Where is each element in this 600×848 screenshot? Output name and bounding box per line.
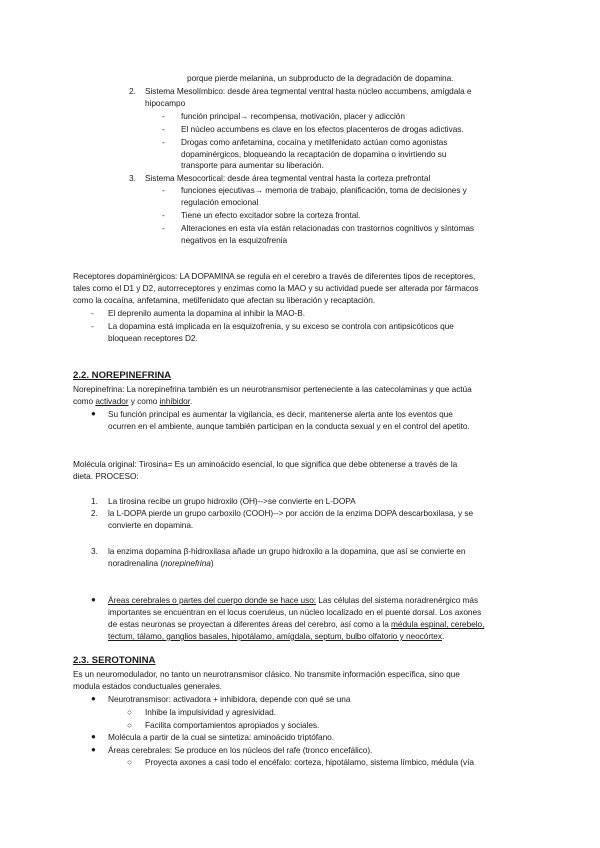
item3-bullet3-line1: Alteraciones en esta vía están relacionadas con trastornos cognitivos y síntomas xyxy=(181,223,475,233)
item2-line2: hipocampo xyxy=(145,98,186,108)
item2-bullet3-line1: Drogas como anfetamina, cocaína y metilfenidato actúan como agonistas xyxy=(181,137,448,147)
serotonina-heading: 2.3. SEROTONINA xyxy=(73,655,156,666)
norepinefrina-bullet-line2: ocurren en el ambiente, aunque también participan en la conducta sexual y en el control del apetito. xyxy=(108,421,470,431)
item2-line1: Sistema Mesolímbico: desde área tegmental ventral hasta núcleo accumbens, amígdala e xyxy=(145,86,472,96)
inhibidor-term: inhibidor xyxy=(159,396,190,406)
step3-line2: noradrenalina (norepinefrina) xyxy=(108,558,214,568)
item3-bullet1-line1: funciones ejecutivas→ memoria de trabajo, planificación, toma de decisiones y xyxy=(181,185,467,195)
receptors-bullet1: El deprenilo aumenta la dopamina al inhibir la MAO-B. xyxy=(108,308,306,318)
item3-line1: Sistema Mesocortical: desde área tegmental ventral hasta la corteza prefrontal xyxy=(145,173,431,183)
dash-marker: - xyxy=(162,111,165,121)
areas-line3: de estas neuronas se proyectan a diferentes áreas del cerebro, así como a la médula espinal, cerebelo, xyxy=(108,619,485,629)
item3-bullet2: Tiene un efecto excitador sobre la corteza frontal. xyxy=(181,210,361,220)
dash-marker: - xyxy=(162,210,165,220)
norepinefrina-intro-line1: Norepinefrina: La norepinefrina también es un neurotransmisor perteneciente a las catecolaminas y que actúa xyxy=(73,384,472,394)
bullet-dot: ● xyxy=(91,595,96,604)
areas-line1: Áreas cerebrales o partes del cuerpo donde se hace uso: Las células del sistema noradrenérgico más xyxy=(108,595,479,605)
item2-bullet3-line3: transporte para aumentar su liberación. xyxy=(181,160,324,170)
step2-line1: la L-DOPA pierde un grupo carboxilo (COOH)--> por acción de la enzima DOPA descarboxilasa, y se xyxy=(108,508,474,518)
serotonina-bullet1: Neurotransmisor: activadora + inhibidora, depende con qué se una xyxy=(108,694,351,704)
bullet-dot: ● xyxy=(91,694,96,703)
item1-tail: porque pierde melanina, un subproducto de la degradación de dopamina. xyxy=(187,73,454,83)
serotonina-sub2: Facilita comportamientos apropiados y sociales. xyxy=(145,720,320,730)
serotonina-intro-line2: modula estados conductuales generales. xyxy=(73,681,222,691)
norepinefrina-intro-line2: como activador y como inhibidor. xyxy=(73,396,193,406)
areas-line2: importantes se encuentran en el locus coeruleus, un núcleo localizado en el puente dorsal. Los axones xyxy=(108,607,482,617)
bullet-dot: ● xyxy=(91,732,96,741)
serotonina-bullet3: Áreas cerebrales: Se produce en los núcleos del rafe (tronco encefálico). xyxy=(108,745,373,755)
step1-text: La tirosina recibe un grupo hidroxilo (OH)-->se convierte en L-DOPA xyxy=(108,496,356,506)
serotonina-sub1: Inhibe la impulsividad y agresividad. xyxy=(145,707,276,717)
receptors-line1: Receptores dopaminérgicos: LA DOPAMINA se regula en el cerebro a través de diferentes tipos de receptores, xyxy=(73,271,476,281)
serotonina-bullet2: Molécula a partir de la cual se sintetiza: aminoácido triptófano. xyxy=(108,732,334,742)
areas-line4: tectum, tálamo, ganglios basales, hipotálamo, amígdala, septum, bulbo olfatorio y neocórtex. xyxy=(108,631,445,641)
norepinefrina-heading: 2.2. NOREPINEFRINA xyxy=(73,370,172,381)
activador-term: activador xyxy=(95,396,129,406)
receptors-line2: tales como el D1 y D2, autorreceptores y enzimas como la MAO y su actividad puede ser alterada por fármacos xyxy=(73,283,479,293)
bullet-dot: ● xyxy=(91,745,96,754)
item3-bullet1-line2: regulación emocional xyxy=(181,197,259,207)
dash-marker: - xyxy=(91,308,94,318)
molecula-line1: Molécula original: Tirosina= Es un aminoácido esencial, lo que significa que debe obtenerse a través de la xyxy=(73,459,458,469)
molecula-line2: dieta. PROCESO: xyxy=(73,471,139,481)
item3-number: 3. xyxy=(129,173,136,183)
step3-number: 3. xyxy=(91,546,98,556)
bullet-circle: ○ xyxy=(127,707,133,717)
item2-number: 2. xyxy=(129,86,136,96)
serotonina-intro-line1: Es un neuromodulador, no tanto un neurotransmisor clásico. No transmite información específica, sino que xyxy=(73,669,460,679)
areas-label: Áreas cerebrales o partes del cuerpo donde se hace uso: xyxy=(108,595,317,605)
item2-bullet3-line2: dopaminérgicos, bloqueando la recaptación de dopamina o invirtiendo su xyxy=(181,149,447,159)
step1-number: 1. xyxy=(91,496,98,506)
bullet-dot: ● xyxy=(91,409,96,418)
norepinefrina-bullet-line1: Su función principal es aumentar la vigilancia, es decir, mantenerse alerta ante los eventos que xyxy=(108,409,453,419)
bullet-circle: ○ xyxy=(127,720,133,730)
item3-bullet3-line2: negativos en la esquizofrenia xyxy=(181,235,288,245)
dash-marker: - xyxy=(91,321,94,331)
item2-bullet1: función principal→ recompensa, motivación, placer y adicción xyxy=(181,111,405,121)
receptors-line3: como la cocaína, anfetamina, metilfenidato que afectan su liberación y recaptación. xyxy=(73,295,376,305)
step2-number: 2. xyxy=(91,508,98,518)
step3-line1: la enzima dopamina β-hidroxilasa añade un grupo hidroxilo a la dopamina, que así se convierte en xyxy=(108,546,466,556)
step2-line2: convierte en dopamina. xyxy=(108,520,194,530)
receptors-bullet2-line1: La dopamina está implicada en la esquizofrenia, y su exceso se controla con antipsicóticos que xyxy=(108,321,454,331)
receptors-bullet2-line2: bloquean receptores D2. xyxy=(108,333,198,343)
dash-marker: - xyxy=(162,223,165,233)
bullet-circle: ○ xyxy=(127,757,133,767)
dash-marker: - xyxy=(162,124,165,134)
dash-marker: - xyxy=(162,137,165,147)
item2-bullet2: El núcleo accumbens es clave en los efectos placenteros de drogas adictivas. xyxy=(181,124,464,134)
serotonina-bullet3-sub: Proyecta axones a casi todo el encéfalo: corteza, hipotálamo, sistema límbico, médula (vía xyxy=(145,757,474,767)
dash-marker: - xyxy=(162,185,165,195)
